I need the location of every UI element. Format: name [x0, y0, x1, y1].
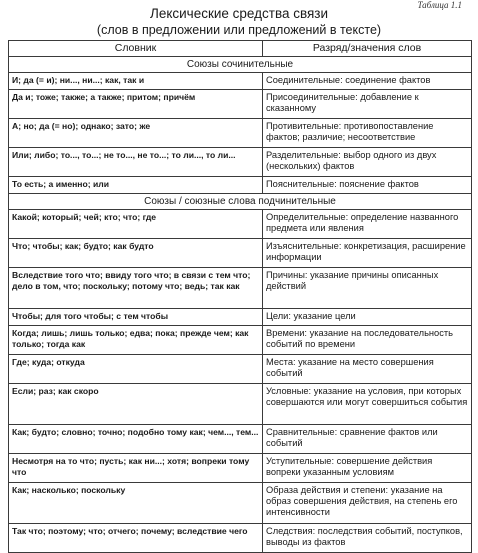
table-row	[9, 454, 472, 483]
table-row	[9, 210, 472, 239]
category-cell: Образа действия и степени: указание на образ совершения действия, на степень его интенсивности	[263, 483, 472, 524]
table-row	[9, 73, 472, 90]
category-cell: Времени: указание на последовательность событий по времени	[263, 326, 472, 355]
category-cell: Соединительные: соединение фактов	[263, 73, 472, 90]
category-cell: Сравнительные: сравнение фактов или событий	[263, 425, 472, 454]
vocabulary-cell: Как; будто; словно; точно; подобно тому как; чем..., тем...	[9, 425, 263, 454]
table-row	[9, 425, 472, 454]
table-row	[9, 239, 472, 268]
vocabulary-cell: Какой; который; чей; кто; что; где	[9, 210, 263, 239]
vocabulary-cell: А; но; да (= но); однако; зато; же	[9, 119, 263, 148]
table-header-row	[9, 41, 472, 57]
category-cell: Противительные: противопоставление фактов; различие; несоответствие	[263, 119, 472, 148]
table-number: Таблица 1.1	[417, 0, 462, 10]
table-row	[9, 119, 472, 148]
table-row	[9, 309, 472, 326]
category-cell: Пояснительные: пояснение фактов	[263, 177, 472, 194]
category-cell: Разделительные: выбор одного из двух (нескольких) фактов	[263, 148, 472, 177]
vocabulary-cell: Что; чтобы; как; будто; как будто	[9, 239, 263, 268]
category-cell: Присоединительные: добавление к сказанному	[263, 90, 472, 119]
vocabulary-cell: Где; куда; откуда	[9, 355, 263, 384]
page-subtitle: (слов в предложении или предложений в тексте)	[96, 23, 382, 37]
column-header-vocabulary: Словник	[9, 41, 263, 57]
category-cell: Причины: указание причины описанных действий	[263, 268, 472, 309]
vocabulary-cell: Так что; поэтому; что; отчего; почему; вследствие чего	[9, 524, 263, 553]
vocabulary-cell: Да и; тоже; также; а также; притом; причём	[9, 90, 263, 119]
vocabulary-cell: Несмотря на то что; пусть; как ни...; хотя; вопреки тому что	[9, 454, 263, 483]
category-cell: Уступительные: совершение действия вопреки указанным условиям	[263, 454, 472, 483]
vocabulary-cell: И; да (= и); ни..., ни...; как, так и	[9, 73, 263, 90]
table-row	[9, 384, 472, 425]
section-row	[9, 194, 472, 210]
category-cell: Следствия: последствия событий, поступков, выводы из фактов	[263, 524, 472, 553]
table-row	[9, 148, 472, 177]
vocabulary-cell: Если; раз; как скоро	[9, 384, 263, 425]
table-row	[9, 326, 472, 355]
column-header-category: Разряд/значения слов	[263, 41, 472, 57]
vocabulary-cell: Когда; лишь; лишь только; едва; пока; прежде чем; как только; тогда как	[9, 326, 263, 355]
vocabulary-cell: Вследствие того что; ввиду того что; в связи с тем что; дело в том, что; поскольку; потому что; ведь; так как	[9, 268, 263, 309]
category-cell: Цели: указание цели	[263, 309, 472, 326]
table-row	[9, 268, 472, 309]
category-cell: Изъяснительные: конкретизация, расширение информации	[263, 239, 472, 268]
table-body	[9, 57, 472, 553]
table-row	[9, 483, 472, 524]
vocabulary-cell: Чтобы; для того чтобы; с тем чтобы	[9, 309, 263, 326]
category-cell: Места: указание на место совершения событий	[263, 355, 472, 384]
category-cell: Условные: указание на условия, при которых совершаются или могут совершиться события	[263, 384, 472, 425]
vocabulary-cell: То есть; а именно; или	[9, 177, 263, 194]
section-title: Союзы сочинительные	[9, 57, 472, 73]
vocabulary-cell: Или; либо; то..., то...; не то..., не то...; то ли..., то ли...	[9, 148, 263, 177]
lexical-means-table	[8, 40, 472, 553]
category-cell: Определительные: определение названного предмета или явления	[263, 210, 472, 239]
section-title: Союзы / союзные слова подчинительные	[9, 194, 472, 210]
table-row	[9, 355, 472, 384]
section-row	[9, 57, 472, 73]
table-row	[9, 177, 472, 194]
page-title: Лексические средства связи	[149, 6, 329, 21]
vocabulary-cell: Как; насколько; поскольку	[9, 483, 263, 524]
table-row	[9, 524, 472, 553]
table-row	[9, 90, 472, 119]
